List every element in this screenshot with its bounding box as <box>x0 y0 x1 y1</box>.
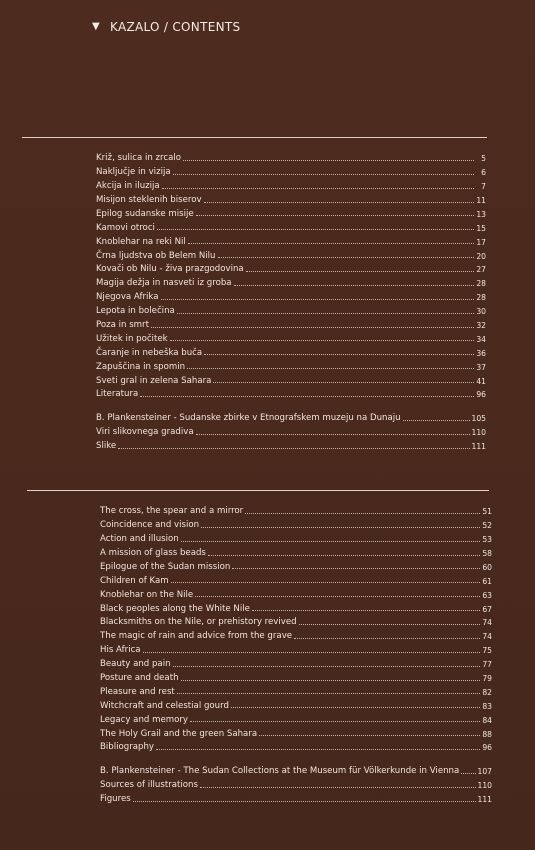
toc-entry-page: 110 <box>471 428 486 438</box>
toc-entry-title: Misijon steklenih biserov <box>96 194 202 205</box>
dot-leader <box>143 651 480 653</box>
toc-entry-page: 83 <box>482 701 492 711</box>
toc-entry <box>100 516 492 530</box>
dot-leader <box>162 187 474 189</box>
toc-entry <box>100 502 492 516</box>
dot-leader <box>177 692 480 694</box>
toc-entry-page: 67 <box>482 604 492 614</box>
toc-entry-title: Epilog sudanske misije <box>96 208 194 219</box>
toc-entry-title: B. Plankensteiner - The Sudan Collections at the Museum für Völkerkunde in Vienna <box>100 766 460 777</box>
toc-entry <box>96 246 486 260</box>
toc-entry <box>100 530 492 544</box>
dot-leader <box>204 201 474 203</box>
toc-entry <box>96 343 486 357</box>
toc-entry-title: Slike <box>96 441 117 452</box>
toc-entry <box>100 613 492 627</box>
toc-entry-page: 74 <box>482 618 492 628</box>
dot-leader <box>157 228 474 230</box>
toc-entry-page: 28 <box>476 293 486 303</box>
toc-entry <box>100 627 492 641</box>
toc-entry <box>96 191 486 205</box>
toc-entry-page: 41 <box>476 376 486 386</box>
toc-entry-page: 84 <box>482 715 492 725</box>
toc-entry-title: Coincidence and vision <box>100 520 200 531</box>
section-gap <box>100 752 492 762</box>
dot-leader <box>234 284 474 286</box>
toc-entry-page: 107 <box>477 767 492 777</box>
toc-entry-title: Lepota in bolečina <box>96 306 175 317</box>
toc-entry <box>100 710 492 724</box>
toc-entry-page: 36 <box>476 348 486 358</box>
toc-entry-title: The Holy Grail and the green Sahara <box>100 728 258 739</box>
toc-entry <box>100 683 492 697</box>
toc-entry-title: Beauty and pain <box>100 659 171 670</box>
dot-leader <box>173 173 474 175</box>
toc-entry <box>96 423 486 437</box>
toc-entry-title: Akcija in iluzija <box>96 181 160 192</box>
dot-leader <box>246 270 474 272</box>
dot-leader <box>232 567 480 569</box>
toc-entry-page: 30 <box>476 307 486 317</box>
toc-entry-page: 111 <box>477 795 492 805</box>
toc-entry-page: 58 <box>482 548 492 558</box>
toc-entry <box>100 599 492 613</box>
toc-entry-title: Naključje in vizija <box>96 167 171 178</box>
toc-entry-title: A mission of glass beads <box>100 547 206 558</box>
dot-leader <box>140 395 474 397</box>
toc-entry-title: Bibliography <box>100 742 155 753</box>
dot-leader <box>196 433 470 435</box>
dot-leader <box>461 772 475 774</box>
toc-entry-page: 32 <box>476 320 486 330</box>
toc-entry <box>96 371 486 385</box>
toc-entry <box>100 790 492 804</box>
toc-entry-page: 74 <box>482 632 492 642</box>
dot-leader <box>188 242 474 244</box>
dot-leader <box>177 312 474 314</box>
dot-leader <box>170 339 474 341</box>
toc-entry <box>100 738 492 752</box>
toc-entry <box>96 218 486 232</box>
toc-entry-page: 37 <box>476 362 486 372</box>
dot-leader <box>208 554 480 556</box>
dot-leader <box>181 540 480 542</box>
toc-entry <box>96 288 486 302</box>
toc-entry <box>100 571 492 585</box>
toc-entry-title: The cross, the spear and a mirror <box>100 506 244 517</box>
dot-leader <box>156 748 480 750</box>
dot-leader <box>245 512 480 514</box>
toc-entry <box>100 641 492 655</box>
toc-entry-page: 96 <box>476 390 486 400</box>
dot-leader <box>171 581 480 583</box>
dot-leader <box>218 256 475 258</box>
toc-entry-title: Literatura <box>96 389 139 400</box>
toc-entry <box>96 177 486 191</box>
toc-entry-title: Čaranje in nebeška buča <box>96 347 203 358</box>
toc-entry <box>96 316 486 330</box>
toc-entry-title: Viri slikovnega gradiva <box>96 427 194 438</box>
toc-entry-title: Kamovi otroci <box>96 222 155 233</box>
dot-leader <box>151 326 474 328</box>
dot-leader <box>173 665 480 667</box>
toc-entry-page: 20 <box>476 251 486 261</box>
toc-entry-page: 96 <box>482 743 492 753</box>
toc-entry-page: 6 <box>481 168 486 178</box>
toc-slovene <box>96 149 486 451</box>
toc-entry-page: 15 <box>476 223 486 233</box>
toc-entry-title: Pleasure and rest <box>100 686 175 697</box>
toc-entry <box>96 232 486 246</box>
toc-entry <box>96 274 486 288</box>
toc-entry-title: Magija dežja in nasveti iz groba <box>96 278 232 289</box>
section-gap <box>96 399 486 409</box>
toc-english <box>100 502 492 804</box>
triangle-down-icon: ▼ <box>92 21 100 32</box>
dot-leader <box>213 381 474 383</box>
toc-entry-page: 75 <box>482 646 492 656</box>
toc-entry-page: 63 <box>482 590 492 600</box>
toc-entry <box>96 163 486 177</box>
dot-leader <box>259 734 480 736</box>
toc-entry-title: Kovači ob Nilu - živa prazgodovina <box>96 264 244 275</box>
toc-entry-page: 34 <box>476 334 486 344</box>
toc-entry-page: 51 <box>482 507 492 517</box>
toc-entry-page: 105 <box>471 414 486 424</box>
toc-entry-title: Sveti gral in zelena Sahara <box>96 375 212 386</box>
toc-entry-title: Legacy and memory <box>100 714 188 725</box>
toc-entry-title: Poza in smrt <box>96 319 149 330</box>
toc-entry-title: Blacksmiths on the Nile, or prehistory revived <box>100 617 297 628</box>
toc-entry-page: 88 <box>482 729 492 739</box>
toc-entry <box>100 776 492 790</box>
toc-entry <box>100 724 492 738</box>
toc-entry <box>96 437 486 451</box>
divider-top <box>22 137 487 138</box>
toc-entry <box>96 409 486 423</box>
toc-entry-title: Witchcraft and celestial gourd <box>100 700 229 711</box>
dot-leader <box>252 609 480 611</box>
toc-entry <box>96 149 486 163</box>
contents-header <box>92 20 240 34</box>
dot-leader <box>181 679 480 681</box>
dot-leader <box>183 159 474 161</box>
dot-leader <box>231 706 480 708</box>
toc-entry-page: 61 <box>482 576 492 586</box>
toc-entry-title: B. Plankensteiner - Sudanske zbirke v Etnografskem muzeju na Dunaju <box>96 413 401 424</box>
toc-entry-page: 60 <box>482 562 492 572</box>
toc-entry-title: Črna ljudstva ob Belem Nilu <box>96 250 216 261</box>
toc-entry-page: 52 <box>482 521 492 531</box>
toc-entry-title: Sources of illustrations <box>100 780 198 791</box>
toc-entry <box>96 260 486 274</box>
toc-entry-title: Black peoples along the White Nile <box>100 603 250 614</box>
toc-entry-page: 82 <box>482 687 492 697</box>
toc-entry-page: 79 <box>482 673 492 683</box>
toc-entry-page: 28 <box>476 279 486 289</box>
toc-entry-page: 110 <box>477 781 492 791</box>
toc-entry <box>100 544 492 558</box>
dot-leader <box>118 447 469 449</box>
dot-leader <box>190 720 480 722</box>
toc-entry-title: Križ, sulica in zrcalo <box>96 153 182 164</box>
toc-entry-title: Children of Kam <box>100 575 169 586</box>
toc-entry <box>100 655 492 669</box>
toc-entry <box>96 330 486 344</box>
toc-entry-page: 7 <box>481 182 486 192</box>
toc-entry <box>100 762 492 776</box>
toc-entry-title: Epilogue of the Sudan mission <box>100 561 231 572</box>
toc-entry-page: 5 <box>481 154 486 164</box>
toc-entry-page: 13 <box>476 209 486 219</box>
toc-entry-title: Figures <box>100 794 131 805</box>
toc-entry <box>96 205 486 219</box>
toc-entry-title: His Africa <box>100 645 141 656</box>
dot-leader <box>187 367 474 369</box>
toc-entry <box>96 385 486 399</box>
toc-entry-page: 27 <box>476 265 486 275</box>
toc-entry-page: 11 <box>476 195 486 205</box>
toc-entry-title: The magic of rain and advice from the grave <box>100 631 293 642</box>
toc-entry-title: Posture and death <box>100 672 179 683</box>
dot-leader <box>195 595 480 597</box>
toc-entry <box>96 357 486 371</box>
dot-leader <box>299 623 480 625</box>
dot-leader <box>403 419 470 421</box>
toc-entry <box>100 669 492 683</box>
dot-leader <box>201 526 480 528</box>
toc-entry-title: Užitek in počitek <box>96 333 168 344</box>
toc-entry <box>100 558 492 572</box>
toc-entry-page: 77 <box>482 660 492 670</box>
dot-leader <box>200 786 476 788</box>
dot-leader <box>294 637 480 639</box>
toc-entry-title: Zapuščina in spomin <box>96 361 186 372</box>
toc-entry <box>96 302 486 316</box>
dot-leader <box>161 298 474 300</box>
toc-entry-title: Action and illusion <box>100 534 179 545</box>
toc-entry-page: 53 <box>482 535 492 545</box>
toc-entry-page: 17 <box>476 237 486 247</box>
toc-entry-title: Knoblehar na reki Nil <box>96 236 186 247</box>
toc-entry <box>100 585 492 599</box>
toc-entry <box>100 696 492 710</box>
toc-entry-title: Knoblehar on the Nile <box>100 589 194 600</box>
toc-entry-title: Njegova Afrika <box>96 292 159 303</box>
dot-leader <box>133 800 476 802</box>
page-title: KAZALO / CONTENTS <box>110 20 241 34</box>
divider-middle <box>27 490 489 491</box>
toc-entry-page: 111 <box>471 442 486 452</box>
dot-leader <box>204 353 474 355</box>
dot-leader <box>196 214 474 216</box>
